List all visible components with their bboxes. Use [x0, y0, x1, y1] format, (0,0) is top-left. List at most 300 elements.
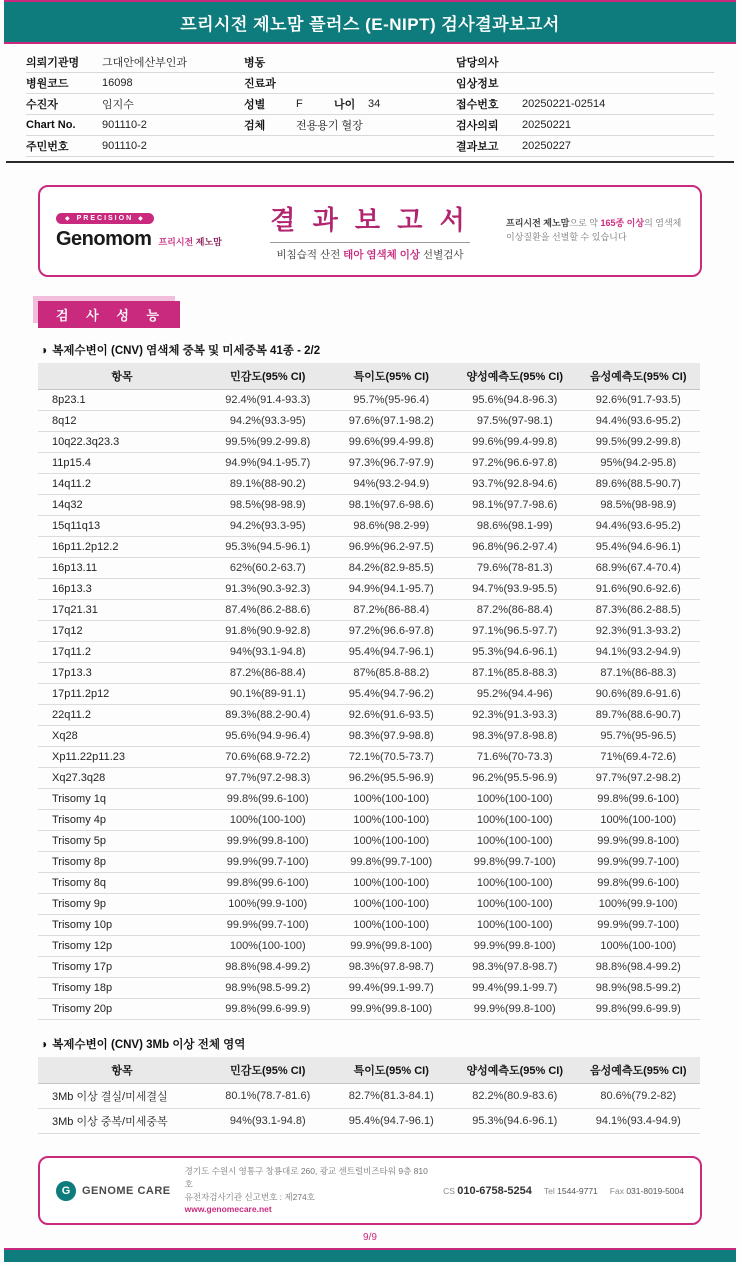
item-cell: 3Mb 이상 중복/미세중복 [38, 1109, 206, 1134]
column-header-sensitivity: 민감도(95% CI) [206, 1057, 330, 1084]
info-row [244, 73, 456, 94]
value-cell: 100%(100-100) [330, 873, 454, 894]
value-cell: 92.4%(91.4-93.3) [206, 390, 330, 411]
table-row [38, 768, 700, 789]
value-cell: 99.9%(99.8-100) [453, 999, 577, 1020]
region-performance-table [38, 1057, 700, 1134]
value-cell: 95.4%(94.7-96.2) [330, 684, 454, 705]
value-cell: 99.8%(99.6-99.9) [577, 999, 701, 1020]
item-cell: Xq27.3q28 [38, 768, 206, 789]
value-cell: 92.3%(91.3-93.3) [453, 705, 577, 726]
field-label: 검사의뢰 [456, 120, 499, 132]
item-cell: Trisomy 5p [38, 831, 206, 852]
value-cell: 79.6%(78-81.3) [453, 558, 577, 579]
value-cell: 98.8%(98.4-99.2) [577, 957, 701, 978]
table-row [38, 642, 700, 663]
table-row [38, 978, 700, 999]
table-row [38, 936, 700, 957]
value-cell: 99.8%(99.6-100) [577, 873, 701, 894]
item-cell: 16p11.2p12.2 [38, 537, 206, 558]
value-cell: 100%(100-100) [453, 831, 577, 852]
value-cell: 87.3%(86.2-88.5) [577, 600, 701, 621]
value-cell: 98.6%(98.1-99) [453, 516, 577, 537]
column-header-specificity: 특이도(95% CI) [330, 1057, 454, 1084]
table-header-row [38, 363, 700, 390]
value-cell: 82.2%(80.9-83.6) [453, 1084, 577, 1109]
value-cell: 94%(93.1-94.8) [206, 642, 330, 663]
performance-section-heading: 검 사 성 능 [38, 301, 180, 328]
value-cell: 99.6%(99.4-99.8) [453, 432, 577, 453]
field-value: 그대안에산부인과 [102, 57, 188, 69]
value-cell: 68.9%(67.4-70.4) [577, 558, 701, 579]
value-cell: 97.7%(97.2-98.3) [206, 768, 330, 789]
value-cell: 97.2%(96.6-97.8) [330, 621, 454, 642]
value-cell: 95.3%(94.6-96.1) [453, 1109, 577, 1134]
item-cell: 17p11.2p12 [38, 684, 206, 705]
item-cell: 8p23.1 [38, 390, 206, 411]
subtitle-pre: 비침습적 산전 [276, 249, 344, 261]
value-cell: 94.2%(93.3-95) [206, 516, 330, 537]
value-cell: 92.6%(91.7-93.5) [577, 390, 701, 411]
value-cell: 99.9%(99.8-100) [577, 831, 701, 852]
tel-label: Tel [543, 1185, 555, 1196]
genome-care-logo [56, 1181, 171, 1201]
value-cell: 100%(100-100) [453, 810, 577, 831]
page-title: 프리시전 제노맘 플러스 (E-NIPT) 검사결과보고서 [180, 15, 560, 34]
info-row [26, 94, 244, 115]
region-table-caption [40, 1036, 700, 1052]
value-cell: 87.2%(86-88.4) [206, 663, 330, 684]
value-cell: 99.8%(99.7-100) [453, 852, 577, 873]
table-row [38, 432, 700, 453]
value-cell: 82.7%(81.3-84.1) [330, 1084, 454, 1109]
info-row [26, 115, 244, 136]
half-circle-bullet-icon: ◑ [40, 343, 48, 357]
footer-license: 유전자검사기관 신고번호 : 제274호 [184, 1191, 315, 1202]
table-row [38, 852, 700, 873]
value-cell: 94.4%(93.6-95.2) [577, 411, 701, 432]
field-value: 20250227 [522, 140, 571, 152]
footer-address-block [185, 1165, 429, 1216]
field-label: 진료과 [244, 78, 276, 90]
value-cell: 94%(93.1-94.8) [206, 1109, 330, 1134]
value-cell: 94.7%(93.9-95.5) [453, 579, 577, 600]
value-cell: 99.9%(99.7-100) [577, 852, 701, 873]
value-cell: 99.4%(99.1-99.7) [330, 978, 454, 999]
info-row [244, 94, 456, 115]
report-header-box [38, 185, 702, 277]
item-cell: Trisomy 8q [38, 873, 206, 894]
value-cell: 89.1%(88-90.2) [206, 474, 330, 495]
half-circle-bullet-icon: ◑ [40, 1037, 48, 1051]
column-header-item: 항목 [38, 1057, 206, 1084]
item-cell: Trisomy 17p [38, 957, 206, 978]
value-cell: 97.5%(97-98.1) [453, 411, 577, 432]
field-label: 나이 [334, 99, 356, 111]
value-cell: 62%(60.2-63.7) [206, 558, 330, 579]
value-cell: 94.2%(93.3-95) [206, 411, 330, 432]
table-row [38, 600, 700, 621]
value-cell: 71.6%(70-73.3) [453, 747, 577, 768]
subtitle-highlight: 태아 염색체 이상 [343, 249, 421, 261]
info-row [456, 73, 714, 94]
fax-number: 031-8019-5004 [626, 1185, 684, 1196]
subtitle-post: 선별검사 [420, 249, 464, 261]
item-cell: Trisomy 9p [38, 894, 206, 915]
value-cell: 99.9%(99.7-100) [577, 915, 701, 936]
value-cell: 99.9%(99.8-100) [330, 999, 454, 1020]
cs-contact [443, 1185, 532, 1197]
value-cell: 87.4%(86.2-88.6) [206, 600, 330, 621]
value-cell: 100%(100-100) [330, 789, 454, 810]
value-cell: 97.6%(97.1-98.2) [330, 411, 454, 432]
precision-badge [56, 213, 154, 224]
column-header-specificity: 특이도(95% CI) [330, 363, 454, 390]
cs-label: CS [443, 1185, 455, 1196]
item-cell: 3Mb 이상 결실/미세결실 [38, 1084, 206, 1109]
value-cell: 98.8%(98.4-99.2) [206, 957, 330, 978]
value-cell: 91.6%(90.6-92.6) [577, 579, 701, 600]
table-row [38, 684, 700, 705]
item-cell: 16p13.11 [38, 558, 206, 579]
table-row [38, 663, 700, 684]
value-cell: 95.3%(94.6-96.1) [453, 642, 577, 663]
value-cell: 87.1%(85.8-88.3) [453, 663, 577, 684]
table-row [38, 894, 700, 915]
item-cell: 17q12 [38, 621, 206, 642]
table-row [38, 453, 700, 474]
value-cell: 87.1%(86-88.3) [577, 663, 701, 684]
item-cell: 16p13.3 [38, 579, 206, 600]
footer-address: 경기도 수원시 영통구 창룡대로 260, 광교 센트럴비즈타워 9층 810호 [184, 1166, 428, 1189]
report-title-bar [4, 2, 736, 42]
value-cell: 94%(93.2-94.9) [330, 474, 454, 495]
tel-contact [544, 1186, 598, 1196]
value-cell: 98.3%(97.9-98.8) [330, 726, 454, 747]
info-row [26, 52, 244, 73]
info-row [456, 52, 714, 73]
value-cell: 97.7%(97.2-98.2) [577, 768, 701, 789]
tel-number: 1544-9771 [557, 1185, 598, 1196]
footer-website: www.genomecare.net [184, 1204, 272, 1215]
field-label: 성별 [244, 99, 266, 111]
value-cell: 91.3%(90.3-92.3) [206, 579, 330, 600]
value-cell: 100%(100-100) [453, 873, 577, 894]
field-value: 34 [368, 98, 381, 110]
precision-badge-label: PRECISION [76, 215, 134, 222]
table-row [38, 789, 700, 810]
value-cell: 94.1%(93.2-94.9) [577, 642, 701, 663]
field-value: 20250221 [522, 119, 571, 131]
item-cell: 17q21.31 [38, 600, 206, 621]
value-cell: 100%(100-100) [330, 810, 454, 831]
value-cell: 92.3%(91.3-93.2) [577, 621, 701, 642]
patient-info-col1 [26, 52, 244, 157]
page-number: 9/9 [363, 1232, 377, 1243]
value-cell: 96.2%(95.5-96.9) [330, 768, 454, 789]
value-cell: 98.5%(98-98.9) [577, 495, 701, 516]
value-cell: 84.2%(82.9-85.5) [330, 558, 454, 579]
info-row [456, 115, 714, 136]
table-row [38, 1084, 700, 1109]
value-cell: 98.5%(98-98.9) [206, 495, 330, 516]
table-row [38, 915, 700, 936]
item-cell: Trisomy 18p [38, 978, 206, 999]
value-cell: 100%(100-100) [330, 915, 454, 936]
column-header-sensitivity: 민감도(95% CI) [206, 363, 330, 390]
value-cell: 97.1%(96.5-97.7) [453, 621, 577, 642]
table-row [38, 411, 700, 432]
value-cell: 99.9%(99.8-100) [206, 831, 330, 852]
value-cell: 89.3%(88.2-90.4) [206, 705, 330, 726]
genome-care-logo-text: GENOME CARE [82, 1184, 171, 1197]
column-header-ppv: 양성예측도(95% CI) [453, 363, 577, 390]
field-value: 901110-2 [102, 140, 147, 152]
info-row [244, 52, 456, 73]
field-label: 담당의사 [456, 57, 499, 69]
value-cell: 95.4%(94.7-96.1) [330, 1109, 454, 1134]
value-cell: 95.3%(94.5-96.1) [206, 537, 330, 558]
value-cell: 98.1%(97.6-98.6) [330, 495, 454, 516]
value-cell: 94.4%(93.6-95.2) [577, 516, 701, 537]
value-cell: 100%(100-100) [453, 789, 577, 810]
value-cell: 96.9%(96.2-97.5) [330, 537, 454, 558]
value-cell: 100%(100-100) [330, 894, 454, 915]
value-cell: 93.7%(92.8-94.6) [453, 474, 577, 495]
field-value: F [296, 98, 303, 110]
value-cell: 100%(100-100) [577, 936, 701, 957]
table-row [38, 999, 700, 1020]
value-cell: 95.4%(94.6-96.1) [577, 537, 701, 558]
field-label: 임상정보 [456, 78, 499, 90]
value-cell: 80.6%(79.2-82) [577, 1084, 701, 1109]
value-cell: 99.5%(99.2-99.8) [577, 432, 701, 453]
cnv-performance-table [38, 363, 700, 1020]
value-cell: 100%(100-100) [206, 810, 330, 831]
value-cell: 99.6%(99.4-99.8) [330, 432, 454, 453]
report-title-block [248, 200, 492, 262]
value-cell: 100%(100-100) [453, 894, 577, 915]
item-cell: 17q11.2 [38, 642, 206, 663]
field-value: 20250221-02514 [522, 98, 606, 110]
field-value: 임지수 [102, 99, 134, 111]
value-cell: 94.9%(94.1-95.7) [330, 579, 454, 600]
patient-info-section [6, 44, 734, 163]
value-cell: 97.3%(96.7-97.9) [330, 453, 454, 474]
caption-text: 복제수변이 (CNV) 3Mb 이상 전체 영역 [52, 1039, 246, 1051]
value-cell: 90.6%(89.6-91.6) [577, 684, 701, 705]
value-cell: 98.1%(97.7-98.6) [453, 495, 577, 516]
bottom-teal-bar [4, 1250, 736, 1262]
value-cell: 98.3%(97.8-98.8) [453, 726, 577, 747]
note-bold: 프리시전 제노맘 [506, 218, 570, 229]
genome-care-logo-icon: G [56, 1181, 76, 1201]
value-cell: 99.9%(99.7-100) [206, 852, 330, 873]
value-cell: 99.9%(99.7-100) [206, 915, 330, 936]
table-row [38, 495, 700, 516]
item-cell: Trisomy 20p [38, 999, 206, 1020]
table-row [38, 831, 700, 852]
report-document-title: 결 과 보 고 서 [270, 205, 470, 235]
field-value: 16098 [102, 77, 133, 89]
item-cell: Trisomy 8p [38, 852, 206, 873]
value-cell: 99.9%(99.8-100) [330, 936, 454, 957]
item-cell: Trisomy 12p [38, 936, 206, 957]
value-cell: 95.4%(94.7-96.1) [330, 642, 454, 663]
note-rest: 의 염색체 이상질환을 선별할 수 있습니다 [506, 218, 682, 242]
value-cell: 99.8%(99.6-100) [206, 873, 330, 894]
value-cell: 96.2%(95.5-96.9) [453, 768, 577, 789]
value-cell: 95.2%(94.4-96) [453, 684, 577, 705]
value-cell: 98.6%(98.2-99) [330, 516, 454, 537]
field-value: 901110-2 [102, 119, 147, 131]
value-cell: 99.4%(99.1-99.7) [453, 978, 577, 999]
value-cell: 95.6%(94.9-96.4) [206, 726, 330, 747]
footer-contacts [443, 1185, 684, 1197]
table-row [38, 621, 700, 642]
field-label: 병동 [244, 57, 266, 69]
column-header-npv: 음성예측도(95% CI) [577, 1057, 701, 1084]
brand-korean-label [158, 237, 221, 247]
table-row [38, 537, 700, 558]
value-cell: 99.5%(99.2-99.8) [206, 432, 330, 453]
item-cell: 22q11.2 [38, 705, 206, 726]
value-cell: 99.8%(99.6-100) [577, 789, 701, 810]
info-row [456, 136, 714, 157]
value-cell: 94.9%(94.1-95.7) [206, 453, 330, 474]
field-label: 주민번호 [26, 141, 69, 153]
brand-row [56, 228, 234, 251]
value-cell: 98.9%(98.5-99.2) [577, 978, 701, 999]
value-cell: 99.8%(99.6-100) [206, 789, 330, 810]
column-header-ppv: 양성예측도(95% CI) [453, 1057, 577, 1084]
info-row [456, 94, 714, 115]
value-cell: 100%(100-100) [453, 915, 577, 936]
item-cell: 17p13.3 [38, 663, 206, 684]
value-cell: 97.2%(96.6-97.8) [453, 453, 577, 474]
value-cell: 90.1%(89-91.1) [206, 684, 330, 705]
value-cell: 92.6%(91.6-93.5) [330, 705, 454, 726]
cnv-table-caption [40, 342, 700, 358]
table-header-row [38, 1057, 700, 1084]
table-row [38, 390, 700, 411]
genomom-logo: Genomom [56, 228, 152, 250]
value-cell: 89.6%(88.5-90.7) [577, 474, 701, 495]
value-cell: 100%(100-100) [330, 831, 454, 852]
value-cell: 95.6%(94.8-96.3) [453, 390, 577, 411]
table-row [38, 810, 700, 831]
fax-label: Fax [609, 1185, 624, 1196]
value-cell: 95%(94.2-95.8) [577, 453, 701, 474]
item-cell: Xp11.22p11.23 [38, 747, 206, 768]
footer [38, 1156, 702, 1225]
value-cell: 100%(99.9-100) [206, 894, 330, 915]
patient-info-col2 [244, 52, 456, 157]
value-cell: 89.7%(88.6-90.7) [577, 705, 701, 726]
table-row [38, 1109, 700, 1134]
table-row [38, 516, 700, 537]
table-row [38, 705, 700, 726]
info-row [26, 136, 244, 157]
item-cell: 11p15.4 [38, 453, 206, 474]
info-row [244, 115, 456, 136]
field-label: 수진자 [26, 99, 58, 111]
brand-block [56, 211, 234, 251]
item-cell: Trisomy 10p [38, 915, 206, 936]
table-row [38, 558, 700, 579]
field-label: 검체 [244, 120, 266, 132]
value-cell: 95.7%(95-96.5) [577, 726, 701, 747]
value-cell: 98.3%(97.8-98.7) [453, 957, 577, 978]
item-cell: Xq28 [38, 726, 206, 747]
item-cell: Trisomy 1q [38, 789, 206, 810]
item-cell: 8q12 [38, 411, 206, 432]
info-row [244, 136, 456, 157]
value-cell: 71%(69.4-72.6) [577, 747, 701, 768]
value-cell: 72.1%(70.5-73.7) [330, 747, 454, 768]
value-cell: 98.3%(97.8-98.7) [330, 957, 454, 978]
report-subtitle [270, 242, 469, 262]
value-cell: 87.2%(86-88.4) [453, 600, 577, 621]
value-cell: 99.8%(99.6-99.9) [206, 999, 330, 1020]
table-row [38, 579, 700, 600]
report-note [506, 217, 684, 245]
item-cell: 10q22.3q23.3 [38, 432, 206, 453]
diamond-icon: ◆ [138, 216, 145, 222]
fax-contact [610, 1186, 684, 1196]
value-cell: 80.1%(78.7-81.6) [206, 1084, 330, 1109]
value-cell: 100%(99.9-100) [577, 894, 701, 915]
value-cell: 100%(100-100) [206, 936, 330, 957]
caption-text: 복제수변이 (CNV) 염색체 중복 및 미세중복 41종 - 2/2 [52, 345, 321, 357]
value-cell: 91.8%(90.9-92.8) [206, 621, 330, 642]
field-value: 전용용기 혈장 [296, 120, 363, 132]
note-mid: 으로 약 [569, 218, 601, 229]
value-cell: 87%(85.8-88.2) [330, 663, 454, 684]
diamond-icon: ◆ [65, 216, 72, 222]
value-cell: 100%(100-100) [577, 810, 701, 831]
brand-korean-part1: 프리시전 [158, 237, 194, 247]
brand-korean-part2: 제노맘 [195, 237, 222, 247]
cs-number: 010-6758-5254 [457, 1184, 532, 1197]
column-header-item: 항목 [38, 363, 206, 390]
field-label: 접수번호 [456, 99, 499, 111]
value-cell: 95.7%(95-96.4) [330, 390, 454, 411]
item-cell: 15q11q13 [38, 516, 206, 537]
item-cell: 14q32 [38, 495, 206, 516]
patient-info-col3 [456, 52, 714, 157]
item-cell: Trisomy 4p [38, 810, 206, 831]
table-row [38, 474, 700, 495]
value-cell: 98.9%(98.5-99.2) [206, 978, 330, 999]
value-cell: 99.9%(99.8-100) [453, 936, 577, 957]
info-row [26, 73, 244, 94]
value-cell: 70.6%(68.9-72.2) [206, 747, 330, 768]
value-cell: 94.1%(93.4-94.9) [577, 1109, 701, 1134]
field-label: 의뢰기관명 [26, 57, 80, 69]
value-cell: 96.8%(96.2-97.4) [453, 537, 577, 558]
value-cell: 99.8%(99.7-100) [330, 852, 454, 873]
note-highlight: 165종 이상 [600, 218, 645, 229]
table-row [38, 726, 700, 747]
table-row [38, 873, 700, 894]
field-label: 결과보고 [456, 141, 499, 153]
field-label: Chart No. [26, 119, 76, 131]
value-cell: 87.2%(86-88.4) [330, 600, 454, 621]
table-row [38, 747, 700, 768]
item-cell: 14q11.2 [38, 474, 206, 495]
column-header-npv: 음성예측도(95% CI) [577, 363, 701, 390]
